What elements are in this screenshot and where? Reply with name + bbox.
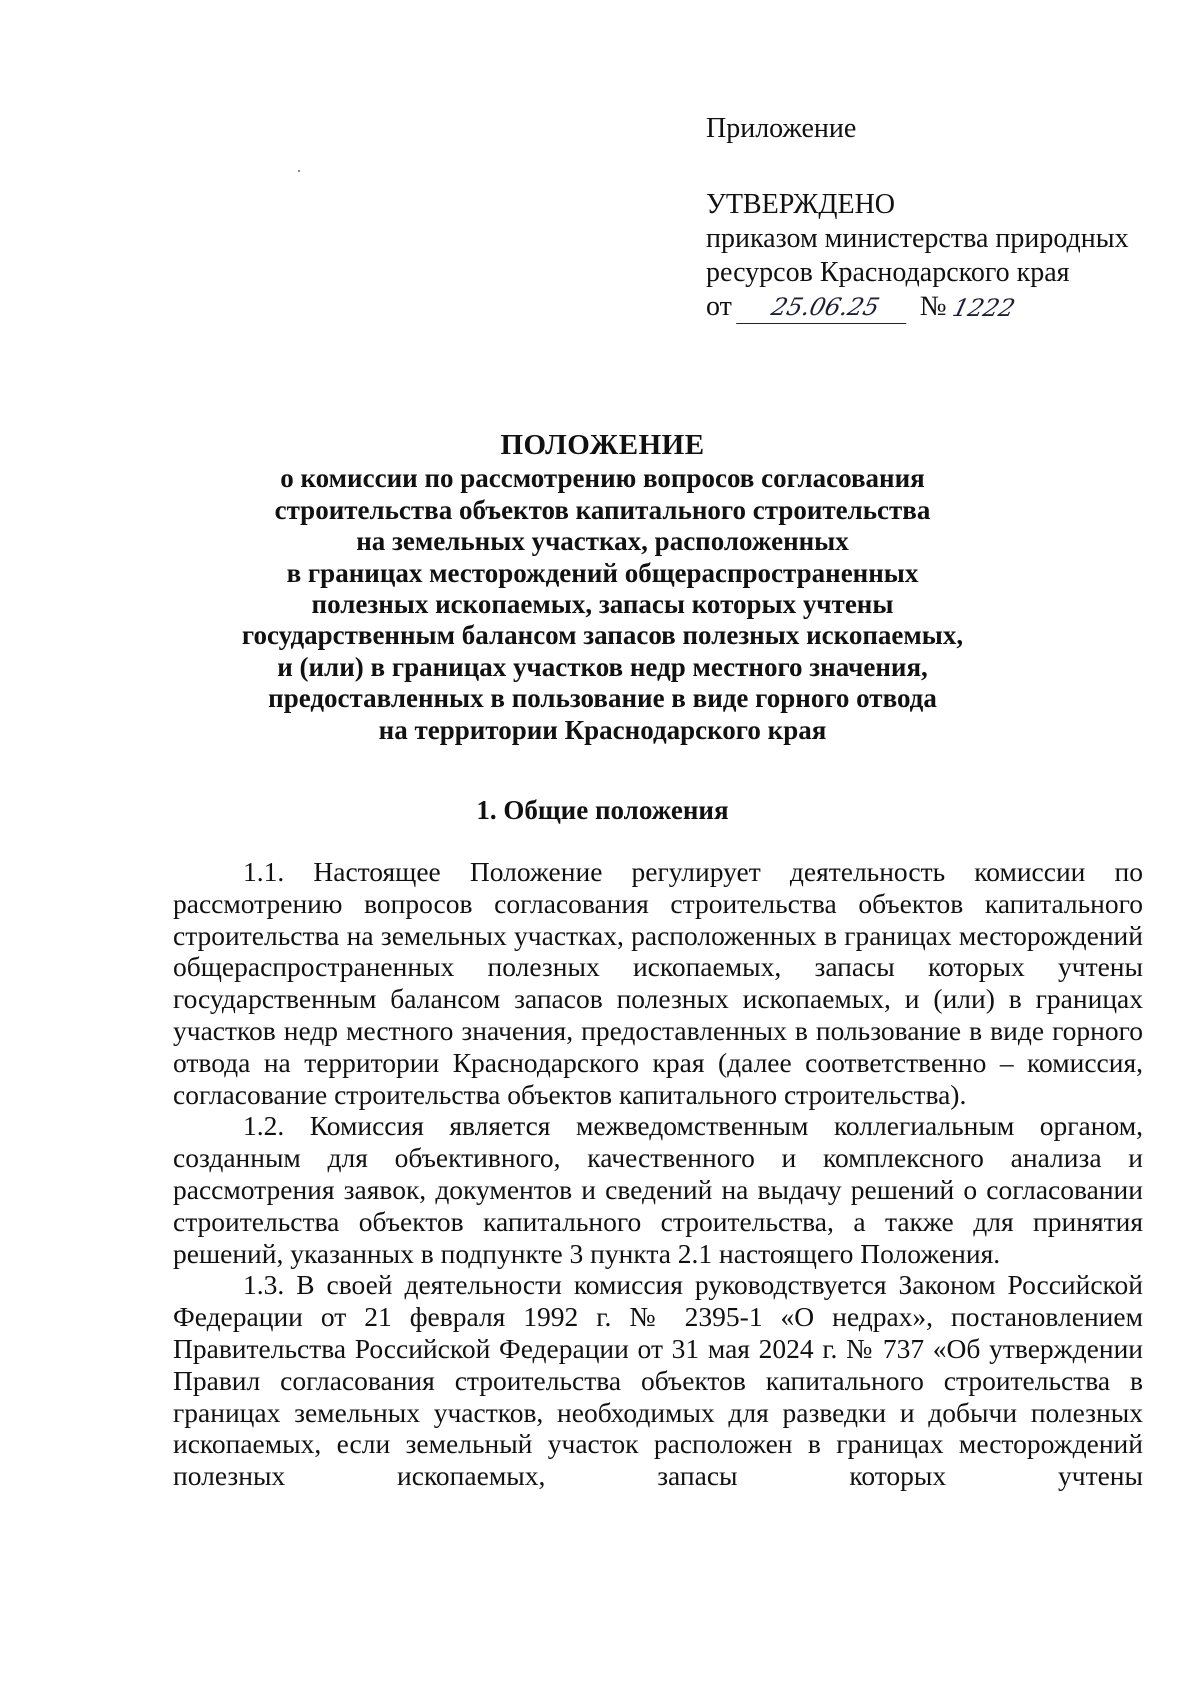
- approval-stamp-block: [706, 112, 1166, 324]
- title-line-9: на территории Краснодарского края: [378, 714, 827, 745]
- section-heading: 1. Общие положения: [476, 795, 729, 825]
- title-line-3: на земельных участках, расположенных: [356, 526, 849, 557]
- title-line-4: в границах месторождений общераспространенных: [286, 557, 919, 588]
- title-line-7: и (или) в границах участков недр местного значения,: [277, 651, 928, 682]
- title-line-6: государственным балансом запасов полезных ископаемых,: [241, 620, 964, 651]
- document-title: ПОЛОЖЕНИЕ: [500, 429, 705, 461]
- paragraph-1-1: 1.1. Настоящее Положение регулирует деятельность комиссии по рассмотрению вопросов согласования строительства объектов капитального строительства на земельных участках, расположенных в границах месторождений общераспространенных полезных ископаемых, запасы которых учтены государственным балансом запасов полезных ископаемых, и (или) в границах участков недр местного значения, предоставленных в пользование в виде горного отвода на территории Краснодарского края (далее соответственно – комиссия, согласование строительства объектов капитального строительства).: [173, 856, 1143, 1110]
- handwritten-date: 25.06.25: [736, 293, 914, 324]
- title-line-2: строительства объектов капитального строительства: [274, 494, 931, 525]
- approval-order-line-2: ресурсов Краснодарского края: [706, 257, 1070, 288]
- title-line-8: предоставленных в пользование в виде горного отвода: [268, 683, 937, 714]
- from-label: от: [706, 291, 732, 322]
- annex-label: Приложение: [706, 113, 857, 144]
- number-sign: №: [919, 291, 947, 322]
- approval-order-line-1: приказом министерства природных: [706, 223, 1129, 254]
- title-line-5: полезных ископаемых, запасы которых учтены: [311, 589, 894, 620]
- paragraph-1-2: 1.2. Комиссия является межведомственным коллегиальным органом, созданным для объективного, качественного и комплексного анализа и рассмотрения заявок, документов и сведений на выдачу решений о согласовании строительства объектов капитального строительства, а также для принятия решений, указанных в подпункте 3 пункта 2.1 настоящего Положения.: [173, 1110, 1143, 1269]
- approved-label: УТВЕРЖДЕНО: [706, 189, 896, 220]
- scan-speck: [298, 170, 300, 172]
- approval-date-number-line: [706, 290, 1166, 324]
- section-body: [173, 856, 1143, 1492]
- paragraph-1-3: 1.3. В своей деятельности комиссия руководствуется Законом Российской Федерации от 21 февраля 1992 г. № 2395-1 «О недрах», постановлением Правительства Российской Федерации от 31 мая 2024 г. № 737 «Об утверждении Правил согласования строительства объектов капитального строительства в границах земельных участков, необходимых для разведки и добычи полезных ископаемых, если земельный участок расположен в границах месторождений полезных ископаемых, запасы которых учтены: [173, 1269, 1143, 1492]
- handwritten-number: 1222: [949, 294, 1018, 322]
- document-title-block: [150, 430, 1055, 746]
- title-line-1: о комиссии по рассмотрению вопросов согласования: [280, 463, 925, 494]
